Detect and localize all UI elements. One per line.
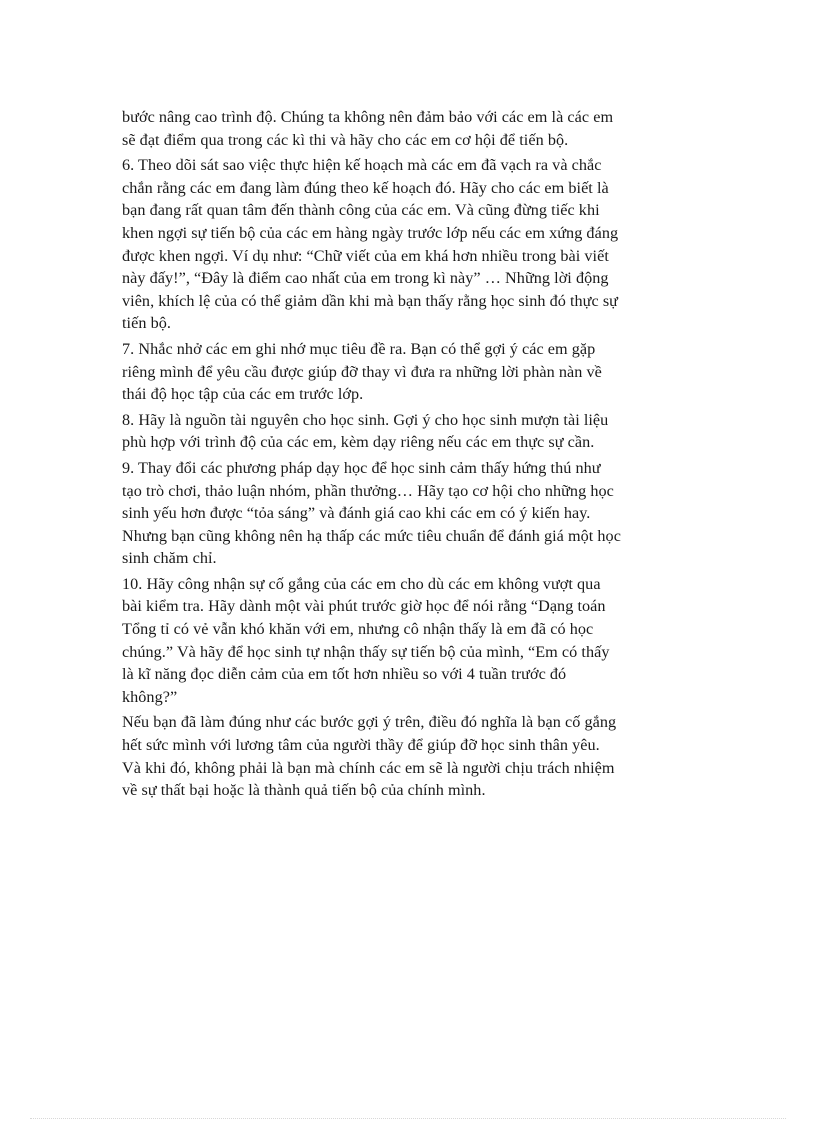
- paragraph-intro-continuation: [122, 106, 702, 151]
- text-line: sẽ đạt điểm qua trong các kì thi và hãy cho các em cơ hội để tiến bộ.: [122, 130, 569, 149]
- paragraph-item-10: [122, 573, 702, 709]
- text-line: 8. Hãy là nguồn tài nguyên cho học sinh. Gợi ý cho học sinh mượn tài liệu: [122, 410, 609, 429]
- text-line: Và khi đó, không phải là bạn mà chính các em sẽ là người chịu trách nhiệm: [122, 758, 615, 777]
- text-line: về sự thất bại hoặc là thành quả tiến bộ của chính mình.: [122, 781, 486, 800]
- text-line: là kĩ năng đọc diễn cảm của em tốt hơn nhiều so với 4 tuần trước đó: [122, 665, 567, 684]
- text-line: riêng mình để yêu cầu được giúp đỡ thay vì đưa ra những lời phàn nàn về: [122, 362, 602, 381]
- text-line: khen ngợi sự tiến bộ của các em hàng ngày trước lớp nếu các em xứng đáng: [122, 223, 619, 242]
- text-line: bước nâng cao trình độ. Chúng ta không nên đảm bảo với các em là các em: [122, 108, 614, 126]
- paragraph-item-6: [122, 154, 702, 335]
- text-line: bạn đang rất quan tâm đến thành công của các em. Và cũng đừng tiếc khi: [122, 201, 600, 220]
- text-line: không?”: [122, 687, 178, 706]
- text-line: chắn rằng các em đang làm đúng theo kế hoạch đó. Hãy cho các em biết là: [122, 178, 609, 197]
- text-line: sinh yếu hơn được “tỏa sáng” và đánh giá cao khi các em có ý kiến hay.: [122, 504, 591, 523]
- text-line: tiến bộ.: [122, 314, 171, 333]
- text-line: sinh chăm chỉ.: [122, 549, 217, 568]
- text-line: 7. Nhắc nhở các em ghi nhớ mục tiêu đề ra. Bạn có thể gợi ý các em gặp: [122, 339, 596, 358]
- text-line: tạo trò chơi, thảo luận nhóm, phần thưởng… Hãy tạo cơ hội cho những học: [122, 481, 614, 500]
- page-bottom-divider: [30, 1118, 786, 1119]
- text-line: Nhưng bạn cũng không nên hạ thấp các mức tiêu chuẩn để đánh giá một học: [122, 526, 621, 545]
- text-line: 10. Hãy công nhận sự cố gắng của các em cho dù các em không vượt qua: [122, 574, 601, 593]
- paragraph-conclusion: [122, 711, 702, 801]
- text-line: 6. Theo dõi sát sao việc thực hiện kế hoạch mà các em đã vạch ra và chắc: [122, 156, 602, 175]
- text-line: thái độ học tập của các em trước lớp.: [122, 385, 364, 404]
- document-body: [122, 106, 702, 805]
- paragraph-item-8: [122, 409, 702, 454]
- text-line: được khen ngợi. Ví dụ như: “Chữ viết của em khá hơn nhiều trong bài viết: [122, 246, 609, 265]
- text-line: Nếu bạn đã làm đúng như các bước gợi ý trên, điều đó nghĩa là bạn cố gắng: [122, 713, 617, 732]
- text-line: phù hợp với trình độ của các em, kèm dạy riêng nếu các em thực sự cần.: [122, 433, 595, 452]
- text-line: viên, khích lệ của có thể giảm dần khi mà bạn thấy rằng học sinh đó thực sự: [122, 291, 618, 310]
- text-line: Tổng tỉ có vẻ vẫn khó khăn với em, nhưng cô nhận thấy là em đã có học: [122, 620, 594, 639]
- text-line: chúng.” Và hãy để học sinh tự nhận thấy sự tiến bộ của mình, “Em có thấy: [122, 642, 610, 661]
- text-line: hết sức mình với lương tâm của người thầy để giúp đỡ học sinh thân yêu.: [122, 736, 600, 755]
- text-line: bài kiểm tra. Hãy dành một vài phút trước giờ học để nói rằng “Dạng toán: [122, 597, 606, 616]
- text-line: 9. Thay đổi các phương pháp dạy học để học sinh cảm thấy hứng thú như: [122, 458, 601, 477]
- text-line: này đấy!”, “Đây là điểm cao nhất của em trong kì này” … Những lời động: [122, 269, 609, 288]
- paragraph-item-9: [122, 457, 702, 570]
- paragraph-item-7: [122, 338, 702, 406]
